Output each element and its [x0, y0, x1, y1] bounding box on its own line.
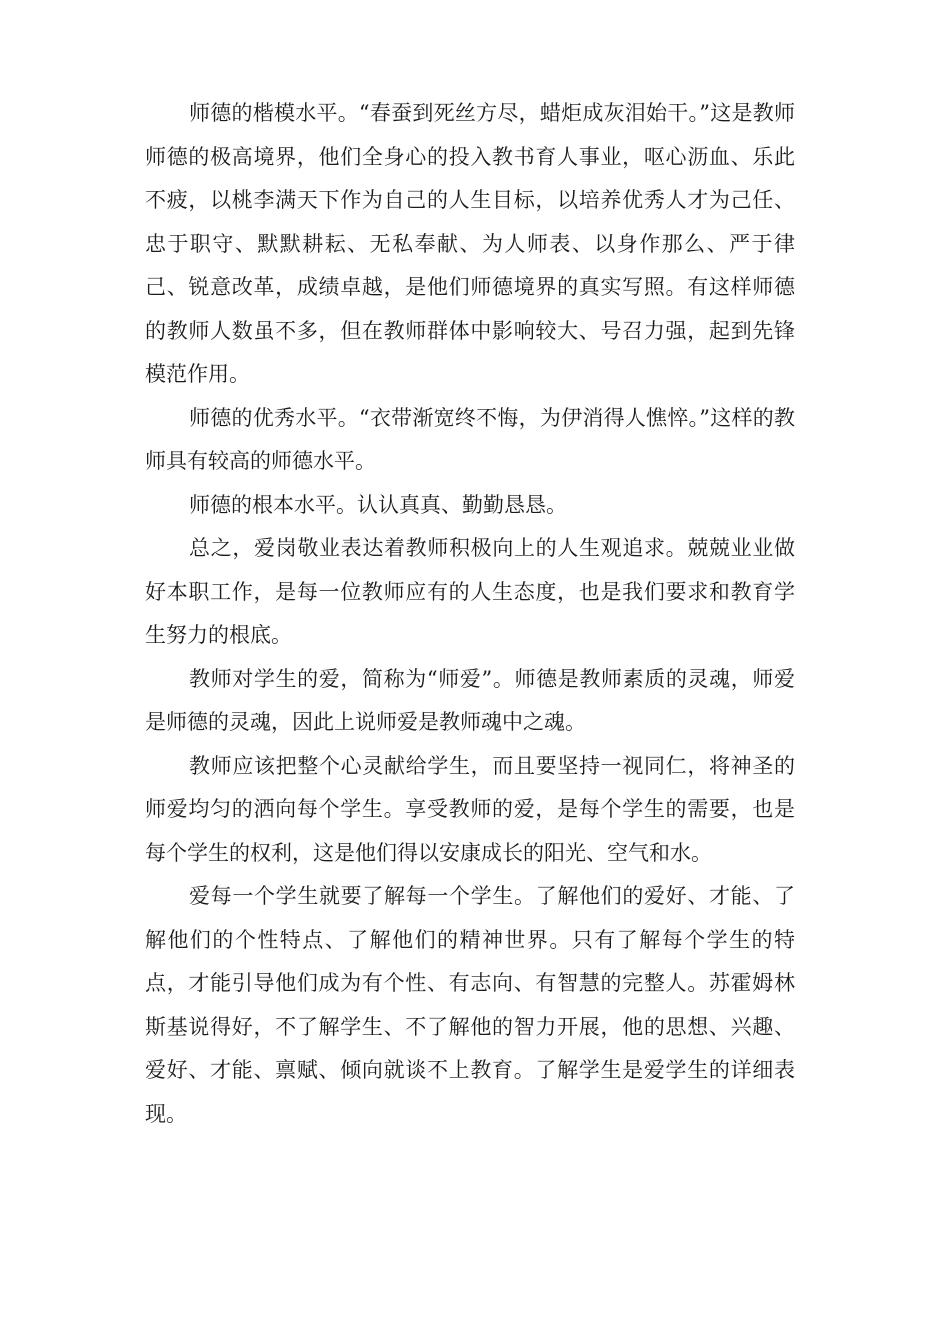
paragraph-excellent-level: 师德的优秀水平。“衣带渐宽终不悔，为伊消得人憔悴。”这样的教师具有较高的师德水平。: [145, 405, 795, 473]
document-body: [145, 92, 795, 1136]
paragraph-summary: 总之，爱岗敬业表达着教师积极向上的人生观追求。兢兢业业做好本职工作，是每一位教师应有的人生态度，也是我们要求和教育学生努力的根底。: [145, 536, 795, 647]
paragraph-understanding-students: 爱每一个学生就要了解每一个学生。了解他们的爱好、才能、了解他们的个性特点、了解他们的精神世界。只有了解每个学生的特点，才能引导他们成为有个性、有志向、有智慧的完整人。苏霍姆林斯基说得好，不了解学生、不了解他的智力开展，他的思想、兴趣、爱好、才能、禀赋、倾向就谈不上教育。了解学生是爱学生的详细表现。: [145, 884, 795, 1126]
paragraph-devotion: 教师应该把整个心灵献给学生，而且要坚持一视同仁，将神圣的师爱均匀的洒向每个学生。享受教师的爱，是每个学生的需要，也是每个学生的权利，这是他们得以安康成长的阳光、空气和水。: [145, 753, 795, 865]
paragraph-teacher-love: 教师对学生的爱，简称为“师爱”。师德是教师素质的灵魂，师爱是师德的灵魂，因此上说师爱是教师魂中之魂。: [145, 666, 795, 734]
paragraph-exemplary-level: 师德的楷模水平。“春蚕到死丝方尽，蜡炬成灰泪始干。”这是教师师德的极高境界，他们全身心的投入教书育人事业，呕心沥血、乐此不疲，以桃李满天下作为自己的人生目标，以培养优秀人才为己任、忠于职守、默默耕耘、无私奉献、为人师表、以身作那么、严于律己、锐意改革，成绩卓越，是他们师德境界的真实写照。有这样师德的教师人数虽不多，但在教师群体中影响较大、号召力强，起到先锋模范作用。: [145, 101, 795, 386]
paragraph-basic-level: 师德的根本水平。认认真真、勤勤恳恳。: [189, 492, 567, 517]
